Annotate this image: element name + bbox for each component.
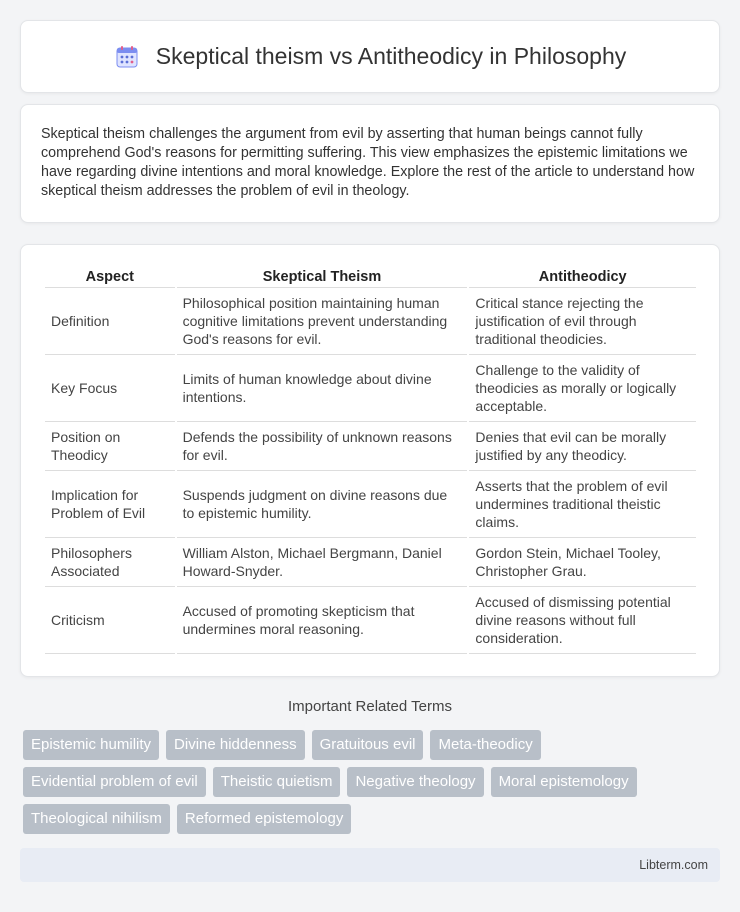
table-row bbox=[45, 422, 696, 471]
row-aspect: Philosophers Associated bbox=[45, 538, 175, 587]
row-antitheodicy: Accused of dismissing potential divine reasons without full consideration. bbox=[469, 587, 696, 654]
related-terms-title: Important Related Terms bbox=[288, 698, 452, 715]
row-skeptical-theism: Defends the possibility of unknown reasons for evil. bbox=[177, 422, 468, 471]
related-terms-list bbox=[23, 730, 713, 834]
row-antitheodicy: Critical stance rejecting the justification of evil through traditional theodicies. bbox=[469, 288, 696, 355]
related-term-tag[interactable]: Moral epistemology bbox=[491, 767, 637, 797]
row-aspect: Criticism bbox=[45, 587, 175, 654]
header-skeptical-theism: Skeptical Theism bbox=[177, 265, 468, 288]
comparison-card bbox=[20, 244, 720, 677]
table-row bbox=[45, 288, 696, 355]
comparison-table bbox=[43, 265, 698, 654]
related-term-tag[interactable]: Epistemic humility bbox=[23, 730, 159, 760]
row-skeptical-theism: William Alston, Michael Bergmann, Daniel Howard-Snyder. bbox=[177, 538, 468, 587]
related-term-tag[interactable]: Evidential problem of evil bbox=[23, 767, 206, 797]
related-term-tag[interactable]: Gratuitous evil bbox=[312, 730, 424, 760]
row-skeptical-theism: Limits of human knowledge about divine intentions. bbox=[177, 355, 468, 422]
footer bbox=[20, 848, 720, 882]
intro-text: Skeptical theism challenges the argument from evil by asserting that human beings cannot fully comprehend God's reasons for permitting suffering. This view emphasizes the epistemic limitations we have regarding divine intentions and moral knowledge. Explore the rest of the article to understand how skeptical theism addresses the problem of evil in theology. bbox=[41, 126, 695, 199]
row-antitheodicy: Gordon Stein, Michael Tooley, Christopher Grau. bbox=[469, 538, 696, 587]
row-antitheodicy: Asserts that the problem of evil undermines traditional theistic claims. bbox=[469, 471, 696, 538]
row-aspect: Definition bbox=[45, 288, 175, 355]
table-header-row bbox=[45, 265, 696, 288]
related-term-tag[interactable]: Theological nihilism bbox=[23, 804, 170, 834]
related-term-tag[interactable]: Divine hiddenness bbox=[166, 730, 305, 760]
related-term-tag[interactable]: Meta-theodicy bbox=[430, 730, 540, 760]
table-row bbox=[45, 471, 696, 538]
header-antitheodicy: Antitheodicy bbox=[469, 265, 696, 288]
calendar-grid-icon bbox=[114, 44, 140, 70]
row-aspect: Implication for Problem of Evil bbox=[45, 471, 175, 538]
page-title: Skeptical theism vs Antitheodicy in Philosophy bbox=[155, 43, 627, 69]
header-card bbox=[20, 20, 720, 93]
related-term-tag[interactable]: Reformed epistemology bbox=[177, 804, 351, 834]
table-row bbox=[45, 587, 696, 654]
row-skeptical-theism: Suspends judgment on divine reasons due to epistemic humility. bbox=[177, 471, 468, 538]
intro-card bbox=[20, 104, 720, 223]
related-term-tag[interactable]: Theistic quietism bbox=[213, 767, 341, 797]
header-aspect: Aspect bbox=[45, 265, 175, 288]
row-skeptical-theism: Philosophical position maintaining human cognitive limitations prevent understanding God's reasons for evil. bbox=[177, 288, 468, 355]
table-row bbox=[45, 355, 696, 422]
row-skeptical-theism: Accused of promoting skepticism that undermines moral reasoning. bbox=[177, 587, 468, 654]
table-row bbox=[45, 538, 696, 587]
related-term-tag[interactable]: Negative theology bbox=[347, 767, 483, 797]
row-antitheodicy: Challenge to the validity of theodicies as morally or logically acceptable. bbox=[469, 355, 696, 422]
footer-site-link[interactable]: Libterm.com bbox=[639, 858, 708, 872]
row-aspect: Key Focus bbox=[45, 355, 175, 422]
row-aspect: Position on Theodicy bbox=[45, 422, 175, 471]
row-antitheodicy: Denies that evil can be morally justified by any theodicy. bbox=[469, 422, 696, 471]
